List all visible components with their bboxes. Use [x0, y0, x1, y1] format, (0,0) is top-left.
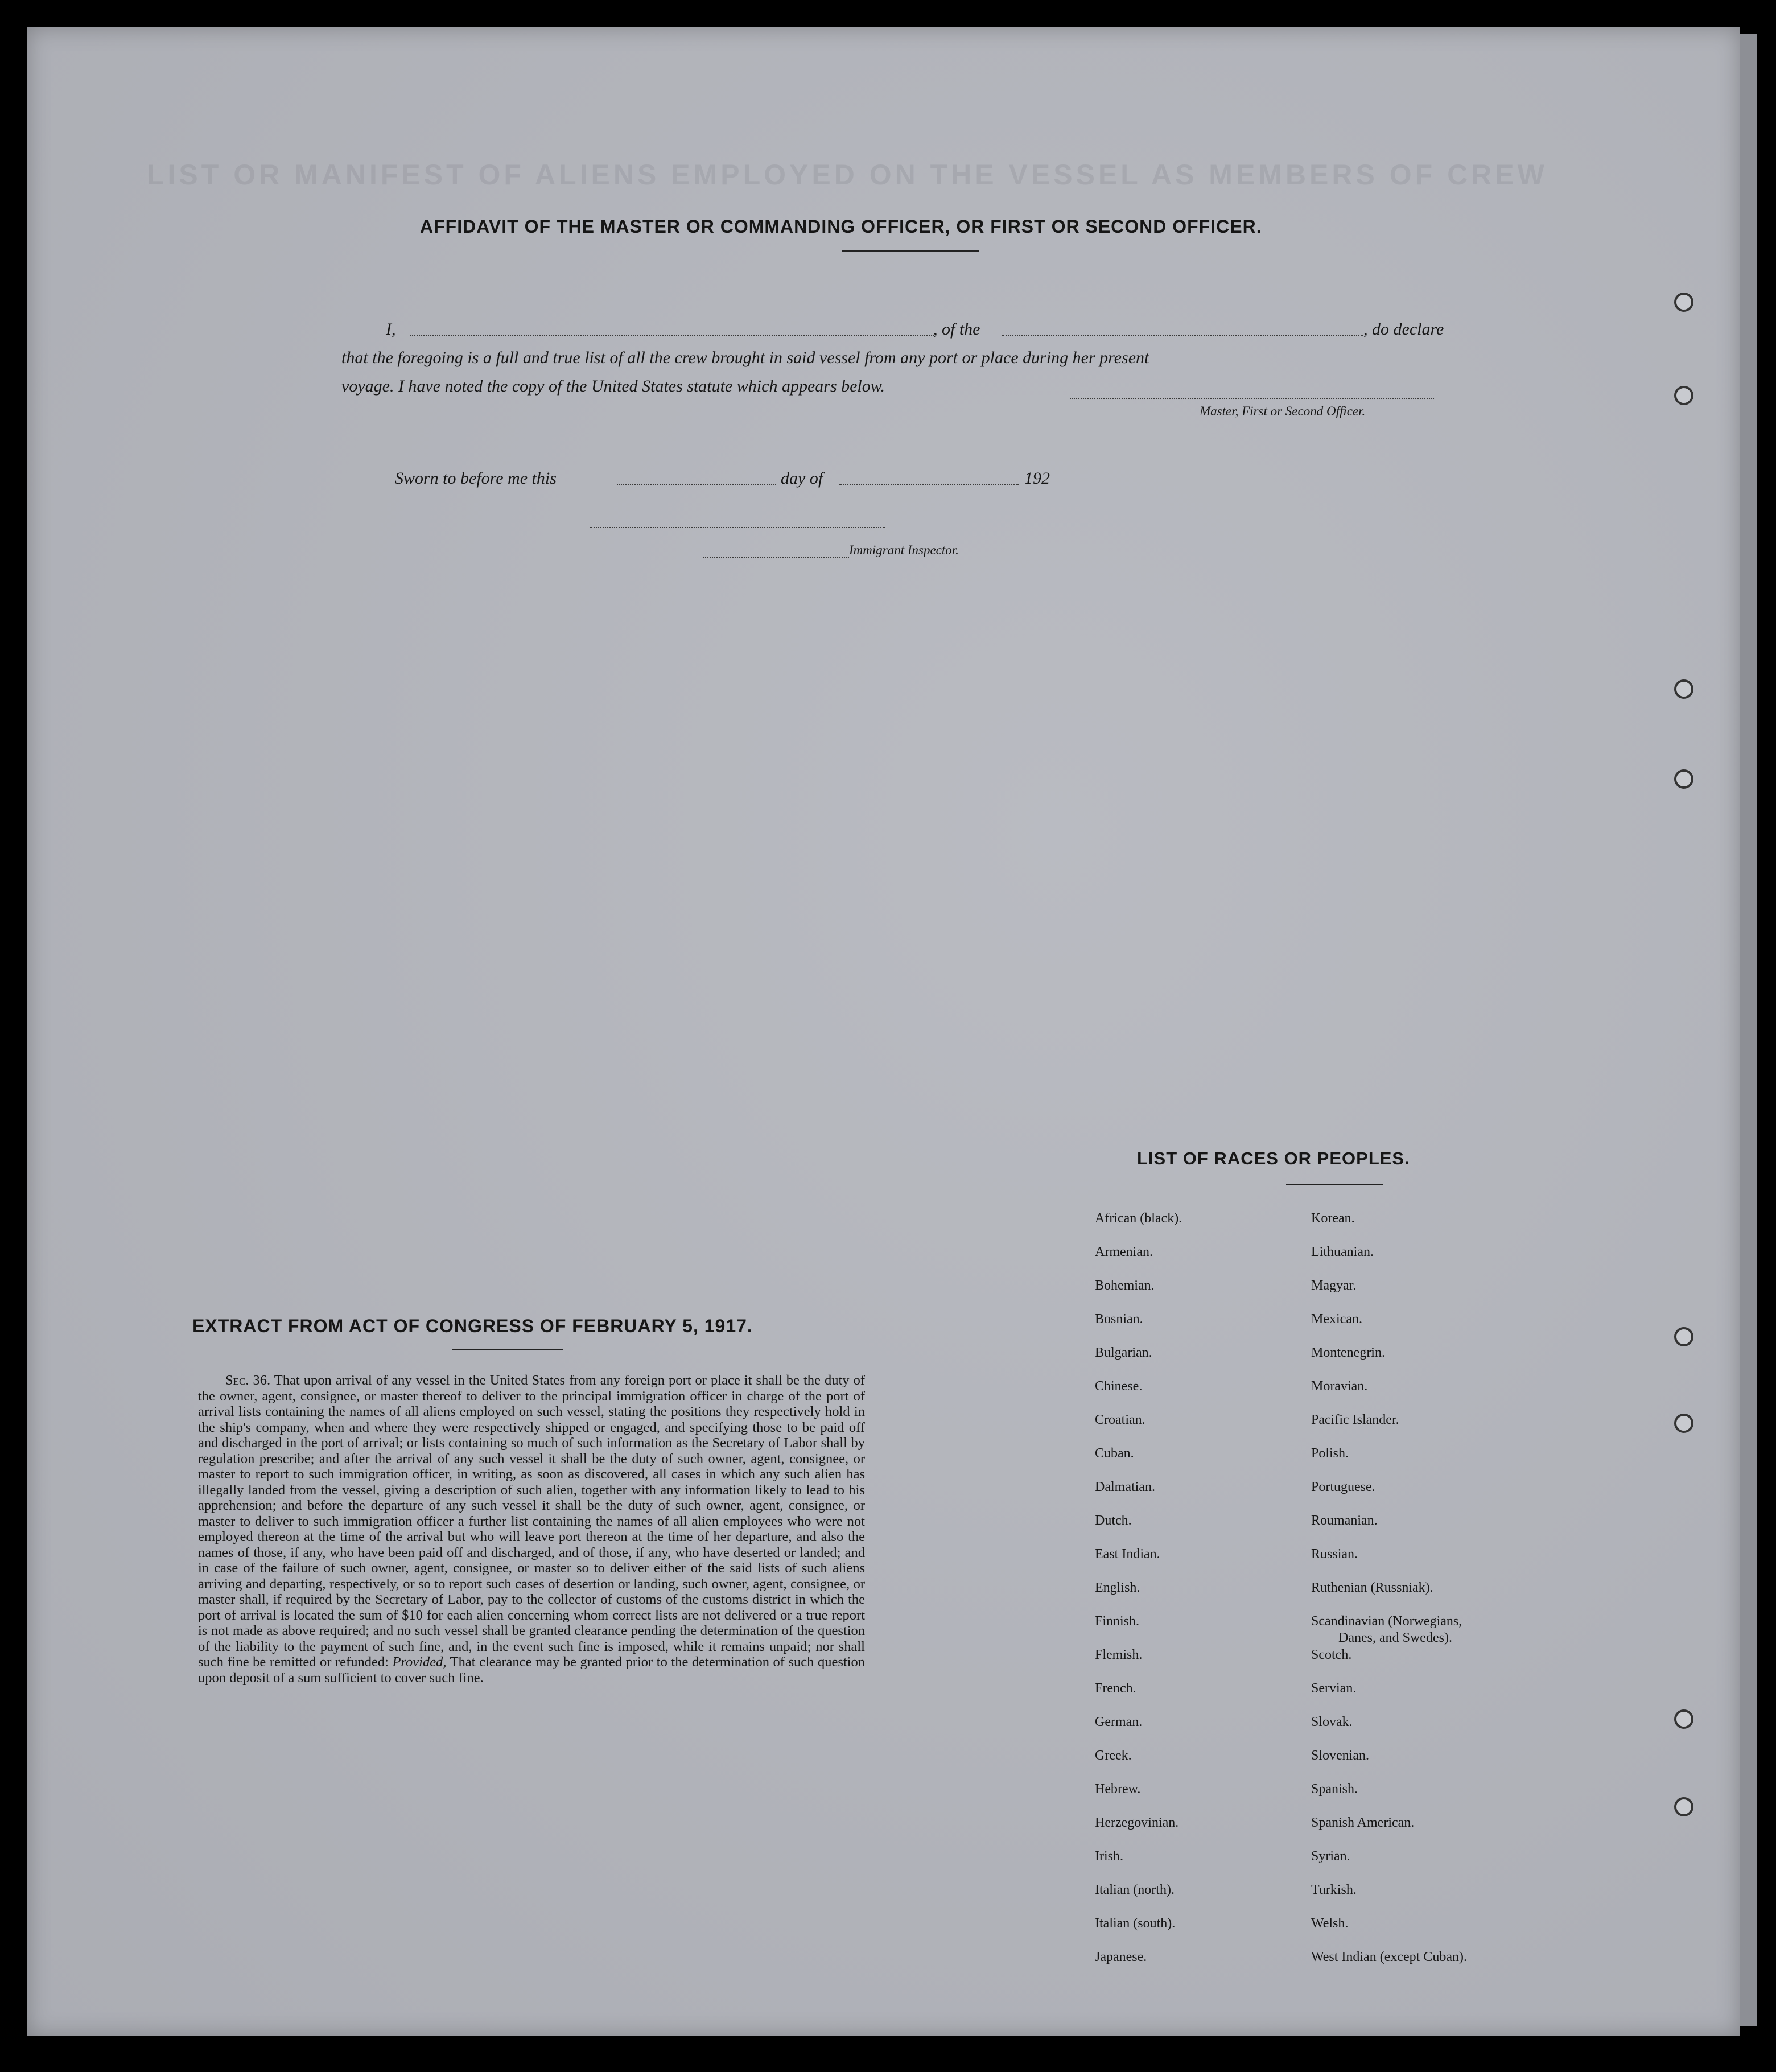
punch-hole-icon	[1674, 769, 1693, 789]
race-item: Korean.	[1311, 1211, 1355, 1226]
race-item: Montenegrin.	[1311, 1345, 1385, 1360]
race-item: Spanish American.	[1311, 1815, 1415, 1830]
extract-title-underline	[452, 1349, 563, 1350]
race-item: Greek.	[1095, 1748, 1132, 1763]
race-item: Dutch.	[1095, 1513, 1132, 1528]
race-item: Irish.	[1095, 1849, 1123, 1864]
race-item: Polish.	[1311, 1446, 1349, 1461]
race-item: Danes, and Swedes).	[1338, 1630, 1452, 1645]
punch-hole-icon	[1674, 1797, 1693, 1816]
race-item: German.	[1095, 1715, 1143, 1729]
punch-hole-icon	[1674, 1709, 1693, 1729]
punch-hole-icon	[1674, 1414, 1693, 1433]
race-item: Japanese.	[1095, 1950, 1147, 1964]
sworn-text: Sworn to before me this	[395, 469, 557, 488]
race-item: Moravian.	[1311, 1379, 1368, 1394]
section-label: Sec. 36.	[225, 1373, 271, 1388]
race-item: Lithuanian.	[1311, 1245, 1374, 1259]
extract-title: EXTRACT FROM ACT OF CONGRESS OF FEBRUARY 5, 1917.	[192, 1316, 753, 1336]
declare-do-declare: , do declare	[1363, 320, 1444, 339]
punch-hole-icon	[1674, 1327, 1693, 1346]
race-item: Dalmatian.	[1095, 1480, 1155, 1494]
race-item: Chinese.	[1095, 1379, 1143, 1394]
extract-text-part2: That clearance may be granted prior to the determination of such question upon deposit of a sum sufficient to cover such fine.	[198, 1654, 865, 1686]
sworn-month-blank	[839, 484, 1019, 485]
inspector-line-lower	[703, 557, 849, 558]
race-item: African (black).	[1095, 1211, 1182, 1226]
race-item: French.	[1095, 1681, 1136, 1696]
race-item: Welsh.	[1311, 1916, 1349, 1931]
affidavit-title: AFFIDAVIT OF THE MASTER OR COMMANDING OFFICER, OR FIRST OR SECOND OFFICER.	[420, 216, 1262, 237]
bleed-through-text: LIST OR MANIFEST OF ALIENS EMPLOYED ON THE VESSEL AS MEMBERS OF CREW	[147, 159, 1548, 191]
provided-word: Provided,	[392, 1654, 447, 1670]
race-item: Pacific Islander.	[1311, 1412, 1399, 1427]
race-item: Bosnian.	[1095, 1312, 1143, 1327]
race-item: Italian (north).	[1095, 1882, 1175, 1897]
punch-hole-icon	[1674, 386, 1693, 405]
officer-signature-line	[1070, 398, 1434, 399]
officer-signature-caption: Master, First or Second Officer.	[1200, 404, 1366, 418]
declaration-line-3: voyage. I have noted the copy of the United States statute which appears below.	[341, 377, 885, 396]
race-item: Slovak.	[1311, 1715, 1353, 1729]
race-item: Cuban.	[1095, 1446, 1134, 1461]
race-item: Mexican.	[1311, 1312, 1362, 1327]
race-item: Servian.	[1311, 1681, 1357, 1696]
race-item: Croatian.	[1095, 1412, 1145, 1427]
declare-of-the: , of the	[933, 320, 980, 339]
race-item: West Indian (except Cuban).	[1311, 1950, 1467, 1964]
declare-i: I,	[386, 320, 396, 339]
race-item: Ruthenian (Russniak).	[1311, 1580, 1433, 1595]
race-item: English.	[1095, 1580, 1140, 1595]
race-item: Hebrew.	[1095, 1782, 1141, 1797]
extract-text-part1: That upon arrival of any vessel in the United States from any foreign port or place it shall be the duty of the owner, agent, consignee, or master thereof to deliver to the principal immigration officer in charge of the port of arrival lists containing the names of all aliens employed on such vessel, stating the positions they respectively hold in the ship's company, when and where they were respectively shipped or engaged, and specifying those to be paid off and discharged in the port of arrival; or lists containing so much of such information as the Secretary of Labor shall by regulation prescribe; and after the arrival of any such vessel it shall be the duty of such owner, agent, consignee, or master to report to such immigration officer, in writing, as soon as discovered, all cases in which any such alien has illegally landed from the vessel, giving a description of such alien, together with any information likely to lead to his apprehension; and before the departure of any such vessel it shall be the duty of such owner, agent, consignee, or master to deliver to such immigration officer a further list containing the names of all alien employees who were not employed thereon at the time of the arrival but who will leave port thereon at the time of her departure, and also the names of those, if any, who have been paid off and discharged, and of those, if any, who have deserted or landed; and in case of the failure of such owner, agent, consignee, or master so to deliver either of the said lists of such aliens arriving and departing, respectively, or so to report such cases of desertion or landing, such owner, agent, consignee, or master shall, if required by the Secretary of Labor, pay to the collector of customs of the customs district in which the port of arrival is located the sum of $10 for each alien concerning whom correct lists are not delivered or a true report is not made as above required; and no such vessel shall be granted clearance pending the determination of the question of the liability to the payment of such fine, and, in the event such fine is imposed, while it remains unpaid; nor shall such fine be remitted or refunded:	[198, 1373, 865, 1670]
declaration-line-2: that the foregoing is a full and true list of all the crew brought in said vessel from any port or place during her present	[341, 348, 1149, 367]
race-item: Magyar.	[1311, 1278, 1357, 1293]
race-item: Spanish.	[1311, 1782, 1358, 1797]
punch-hole-icon	[1674, 293, 1693, 312]
race-item: Flemish.	[1095, 1647, 1143, 1662]
declaration-line-1	[386, 314, 396, 345]
title-underline	[842, 250, 979, 252]
document-page	[27, 27, 1740, 2036]
race-item: Scandinavian (Norwegians,	[1311, 1614, 1462, 1629]
race-item: Armenian.	[1095, 1245, 1153, 1259]
race-item: Slovenian.	[1311, 1748, 1369, 1763]
punch-hole-icon	[1674, 679, 1693, 699]
races-title-underline	[1286, 1184, 1383, 1185]
sworn-day-blank	[617, 484, 776, 485]
race-item: Roumanian.	[1311, 1513, 1378, 1528]
race-item: Italian (south).	[1095, 1916, 1176, 1931]
race-item: Finnish.	[1095, 1614, 1140, 1629]
year-prefix: 192	[1024, 469, 1050, 488]
race-item: Syrian.	[1311, 1849, 1350, 1864]
race-item: Turkish.	[1311, 1882, 1357, 1897]
race-item: Russian.	[1311, 1547, 1358, 1562]
races-title: LIST OF RACES OR PEOPLES.	[1137, 1148, 1410, 1168]
extract-body	[198, 1373, 865, 1686]
race-item: Portuguese.	[1311, 1480, 1375, 1494]
inspector-caption: Immigrant Inspector.	[849, 543, 959, 557]
name-blank	[410, 335, 934, 336]
inspector-line-upper	[590, 527, 885, 528]
race-item: Scotch.	[1311, 1647, 1352, 1662]
race-item: East Indian.	[1095, 1547, 1160, 1562]
race-item: Bohemian.	[1095, 1278, 1155, 1293]
race-item: Herzegovinian.	[1095, 1815, 1179, 1830]
day-of-text: day of	[781, 469, 823, 488]
race-item: Bulgarian.	[1095, 1345, 1152, 1360]
vessel-blank	[1002, 335, 1363, 336]
page-edge	[1740, 34, 1757, 2026]
